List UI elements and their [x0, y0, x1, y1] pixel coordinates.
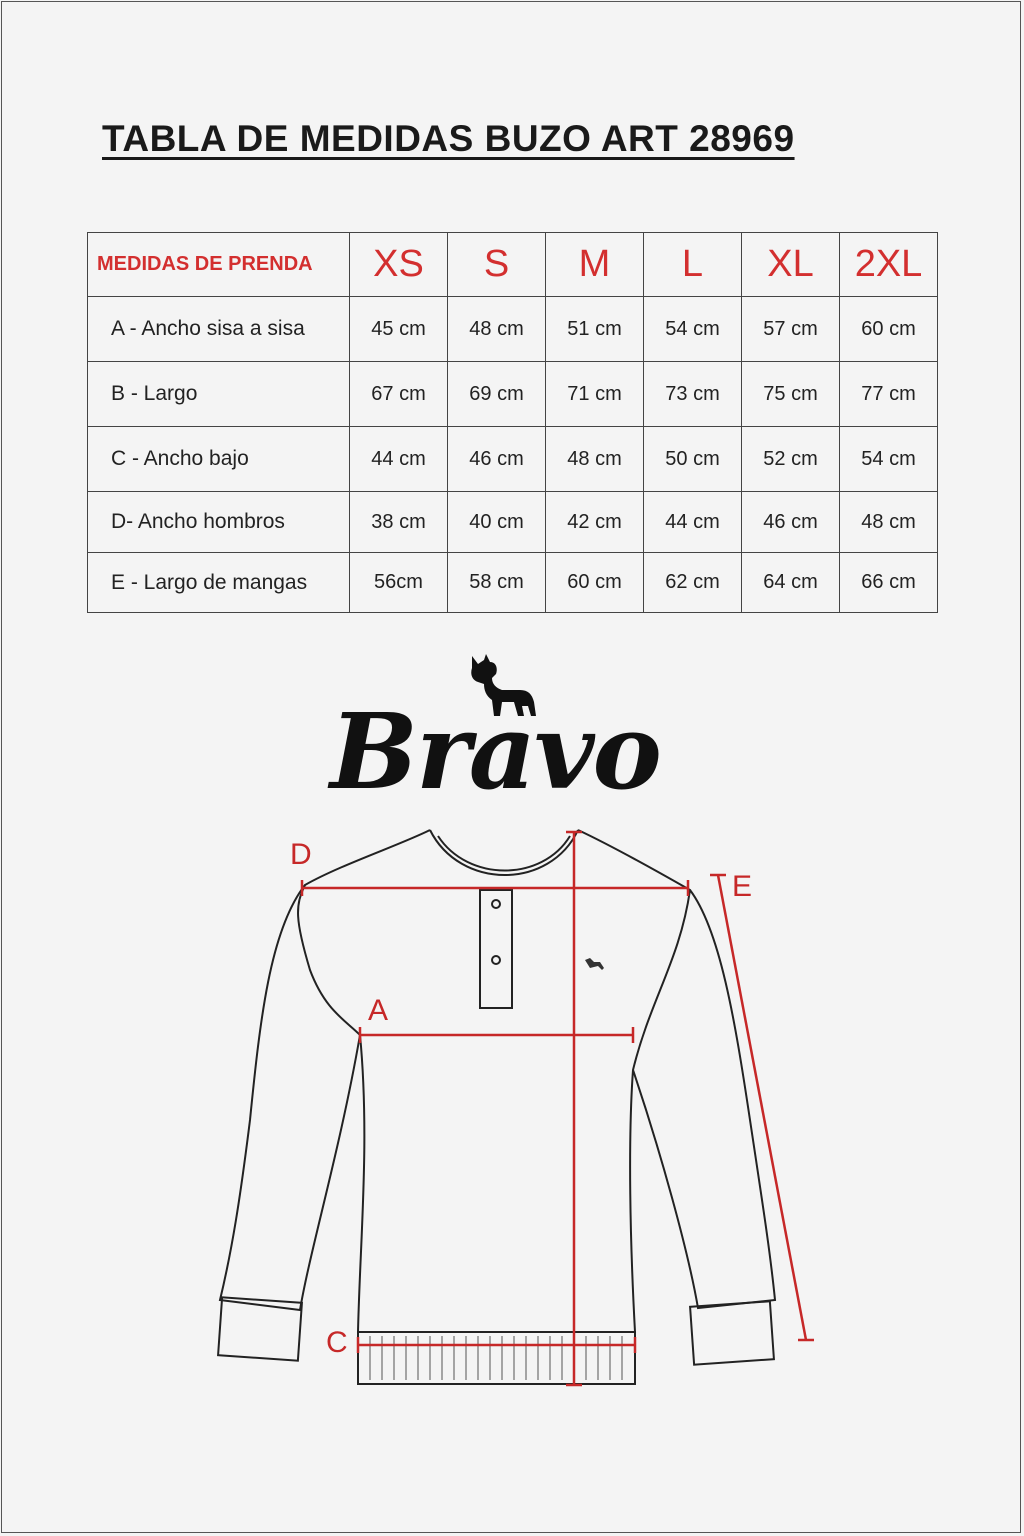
- table-cell: 44 cm: [350, 427, 448, 492]
- table-cell: 46 cm: [448, 427, 546, 492]
- table-cell: 56cm: [350, 553, 448, 613]
- size-header-s: S: [448, 233, 546, 297]
- table-cell: 60 cm: [840, 297, 938, 362]
- table-cell: 69 cm: [448, 362, 546, 427]
- table-cell: 54 cm: [644, 297, 742, 362]
- chest-logo-icon: [585, 958, 604, 970]
- table-cell: 67 cm: [350, 362, 448, 427]
- table-cell: 46 cm: [742, 492, 840, 553]
- table-header-row: [88, 233, 938, 297]
- table-cell: 38 cm: [350, 492, 448, 553]
- table-cell: 51 cm: [546, 297, 644, 362]
- table-cell: 40 cm: [448, 492, 546, 553]
- size-header-xl: XL: [742, 233, 840, 297]
- page-title: TABLA DE MEDIDAS BUZO ART 28969: [102, 118, 795, 159]
- table-cell: 45 cm: [350, 297, 448, 362]
- dimension-label-a: A: [368, 994, 389, 1027]
- hem-rib: [358, 1332, 635, 1384]
- row-label: B - Largo: [88, 362, 350, 427]
- left-sleeve: [220, 885, 360, 1310]
- table-cell: 75 cm: [742, 362, 840, 427]
- dimension-label-c: C: [326, 1326, 348, 1359]
- button-icon: [492, 956, 500, 964]
- table-row: [88, 297, 938, 362]
- table-cell: 58 cm: [448, 553, 546, 613]
- right-cuff: [690, 1301, 774, 1364]
- table-cell: 48 cm: [546, 427, 644, 492]
- table-cell: 57 cm: [742, 297, 840, 362]
- table-cell: 48 cm: [448, 297, 546, 362]
- header-label: MEDIDAS DE PRENDA: [88, 233, 350, 297]
- table-cell: 52 cm: [742, 427, 840, 492]
- table-cell: 66 cm: [840, 553, 938, 613]
- table-cell: 73 cm: [644, 362, 742, 427]
- table-cell: 42 cm: [546, 492, 644, 553]
- size-header-m: M: [546, 233, 644, 297]
- brand-wordmark: Bravo: [330, 690, 660, 813]
- button-icon: [492, 900, 500, 908]
- row-label: C - Ancho bajo: [88, 427, 350, 492]
- table-row: [88, 553, 938, 613]
- table-cell: 48 cm: [840, 492, 938, 553]
- row-label: A - Ancho sisa a sisa: [88, 297, 350, 362]
- table-cell: 60 cm: [546, 553, 644, 613]
- row-label: D- Ancho hombros: [88, 492, 350, 553]
- table-cell: 77 cm: [840, 362, 938, 427]
- table-cell: 54 cm: [840, 427, 938, 492]
- table-row: [88, 362, 938, 427]
- size-header-xs: XS: [350, 233, 448, 297]
- garment-diagram: [210, 820, 830, 1400]
- dimension-label-d: D: [290, 838, 312, 871]
- right-sleeve: [633, 890, 775, 1308]
- size-header-l: L: [644, 233, 742, 297]
- table-row: [88, 492, 938, 553]
- garment-outline: [298, 830, 690, 1332]
- table-cell: 44 cm: [644, 492, 742, 553]
- row-label: E - Largo de mangas: [88, 553, 350, 613]
- table-cell: 64 cm: [742, 553, 840, 613]
- size-header-2xl: 2XL: [840, 233, 938, 297]
- table-cell: 62 cm: [644, 553, 742, 613]
- table-cell: 50 cm: [644, 427, 742, 492]
- measure-line-e: [718, 875, 806, 1340]
- table-row: [88, 427, 938, 492]
- table-cell: 71 cm: [546, 362, 644, 427]
- size-table: [87, 232, 938, 613]
- left-cuff: [218, 1297, 302, 1360]
- dimension-label-e: E: [732, 870, 753, 903]
